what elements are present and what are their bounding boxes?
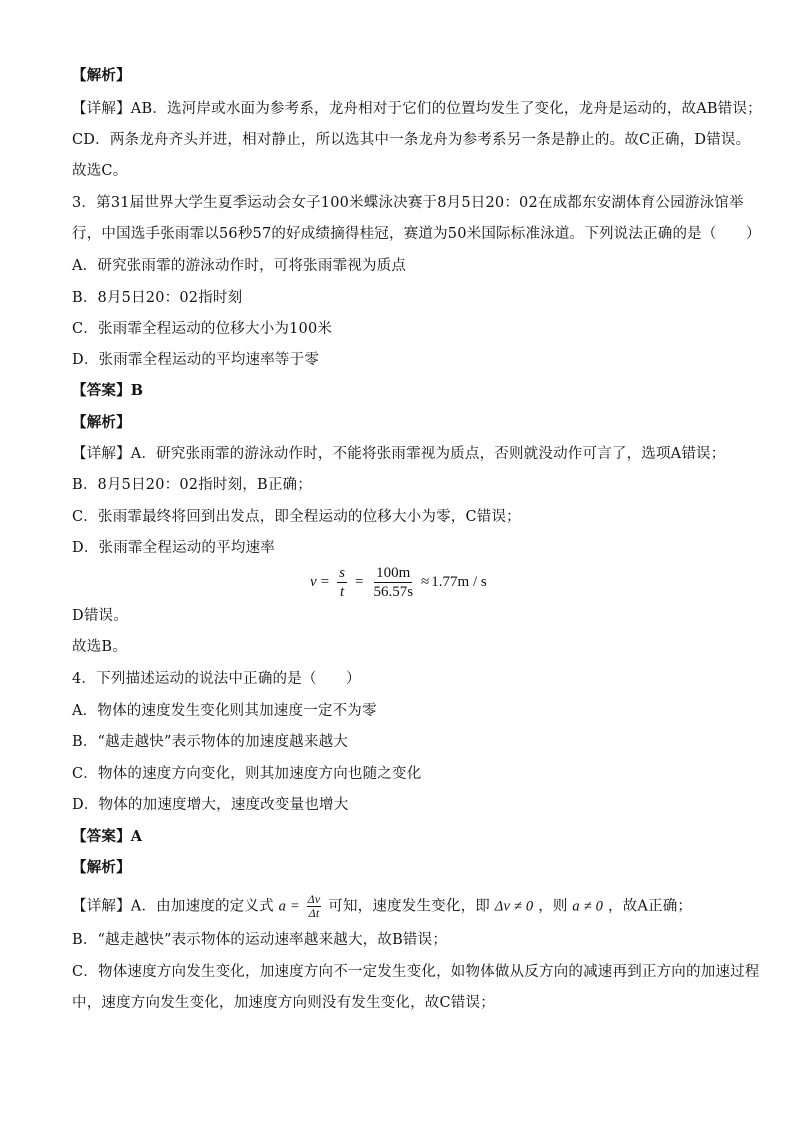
explanation-line: CD．两条龙舟齐头并进，相对静止，所以选其中一条龙舟为参考系另一条是静止的。故C正确，D错误。 (72, 132, 751, 148)
conclusion-line: 故选B。 (72, 639, 127, 655)
formula-denominator: t (339, 583, 345, 600)
explanation-line-with-formula (72, 893, 744, 920)
analysis-heading: 【解析】 (72, 414, 131, 431)
inline-a-not-zero: a ≠ 0 (572, 898, 604, 915)
answer-line: 【答案】A (72, 828, 143, 845)
formula-numerator: 100m (376, 564, 411, 581)
formula-result: 1.77m / s (431, 573, 487, 590)
formula-equals: = (354, 573, 364, 590)
explanation-line: D．张雨霏全程运动的平均速率 (72, 540, 275, 556)
formula-numerator: s (339, 564, 345, 581)
option-c: C．张雨霏全程运动的位移大小为100米 (72, 321, 333, 337)
conclusion-line: 故选C。 (72, 163, 128, 179)
inline-numerator: Δv (307, 892, 321, 906)
average-speed-formula (310, 560, 510, 604)
explanation-line: C．张雨霏最终将回到出发点，即全程运动的位移大小为零，C错误； (72, 509, 521, 525)
explanation-line: D错误。 (72, 608, 128, 624)
option-b: B．“越走越快”表示物体的加速度越来越大 (72, 734, 348, 750)
option-d: D．张雨霏全程运动的平均速率等于零 (72, 352, 320, 368)
explanation-line: B．“越走越快”表示物体的运动速率越来越大，故B错误； (72, 932, 448, 948)
text-segment: ，故A正确； (607, 898, 693, 915)
option-b: B．8月5日20：02指时刻 (72, 290, 243, 306)
question-stem: 行，中国选手张雨霏以56秒57的好成绩摘得桂冠，赛道为50米国际标准泳道。下列说法正确的是（ ） (72, 226, 761, 242)
analysis-heading: 【解析】 (72, 859, 131, 876)
question-stem: 3．第31届世界大学生夏季运动会女子100米蝶泳决赛于8月5日20：02在成都东安湖体育公园游泳馆举 (72, 195, 744, 211)
option-c: C．物体的速度方向变化，则其加速度方向也随之变化 (72, 766, 422, 782)
inline-delta-v: Δv ≠ 0 (494, 898, 534, 915)
text-segment: 【详解】A．由加速度的定义式 (72, 898, 274, 915)
explanation-line: B．8月5日20：02指时刻，B正确； (72, 477, 312, 493)
explanation-line: 【详解】A．研究张雨霏的游泳动作时，不能将张雨霏视为质点，否则就没动作可言了，选项A错误； (72, 446, 726, 462)
inline-fraction (307, 893, 322, 920)
formula-equals: = (320, 573, 330, 590)
inline-denominator: Δt (308, 906, 320, 920)
text-segment: ，则 (538, 898, 568, 915)
text-segment: 可知，速度发生变化，即 (328, 898, 490, 915)
formula-v: v (310, 573, 317, 590)
analysis-heading: 【解析】 (72, 67, 131, 84)
option-a: A．物体的速度发生变化则其加速度一定不为零 (72, 703, 377, 719)
explanation-line: 【详解】AB．选河岸或水面为参考系，龙舟相对于它们的位置均发生了变化，龙舟是运动的，故AB错误； (72, 101, 762, 117)
inline-a-equals: a = (278, 898, 300, 915)
formula-approx: ≈ (421, 573, 430, 590)
explanation-line: C．物体速度方向发生变化，加速度方向不一定发生变化，如物体做从反方向的减速再到正方向的加速过程 (72, 964, 760, 980)
option-d: D．物体的加速度增大，速度改变量也增大 (72, 797, 349, 813)
question-stem: 4．下列描述运动的说法中正确的是（ ） (72, 671, 361, 687)
formula-fraction-values (371, 564, 415, 601)
formula-denominator: 56.57s (373, 583, 414, 600)
option-a: A．研究张雨霏的游泳动作时，可将张雨霏视为质点 (72, 258, 407, 274)
answer-line: 【答案】B (72, 382, 144, 399)
formula-fraction-s-t (337, 564, 347, 601)
explanation-line: 中，速度方向发生变化，加速度方向则没有发生变化，故C错误； (72, 995, 495, 1011)
